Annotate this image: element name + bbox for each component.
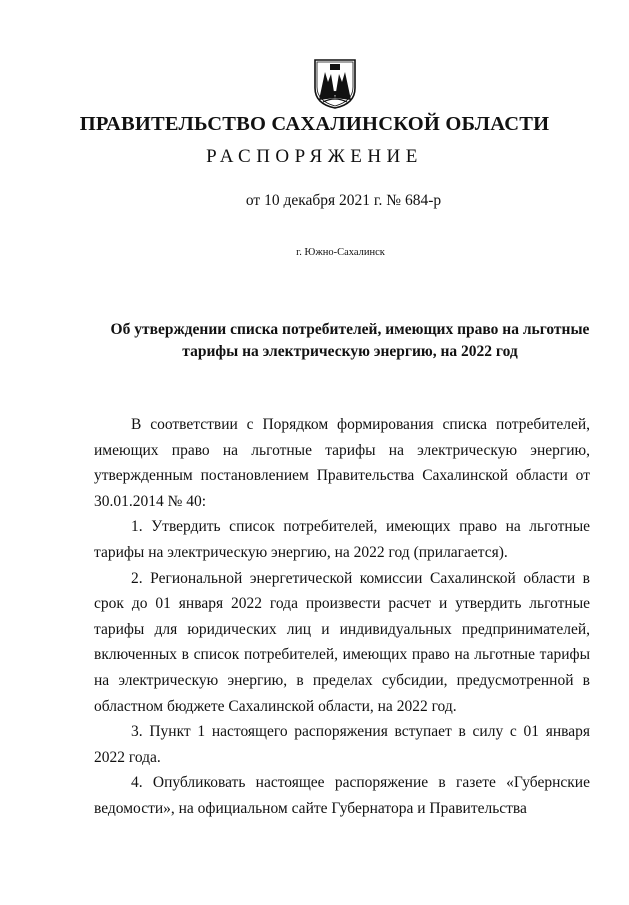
document-date-number: от 10 декабря 2021 г. № 684-р: [245, 192, 442, 209]
document-city: г. Южно-Сахалинск: [296, 247, 385, 258]
document-subject: Об утверждении списка потребителей, имеющих право на льготные тарифы на электрическую энергию, на 2022 год: [110, 321, 590, 360]
paragraph-item-3: 3. Пункт 1 настоящего распоряжения вступает в силу с 01 января 2022 года.: [94, 723, 590, 766]
paragraph-item-4: 4. Опубликовать настоящее распоряжение в газете «Губернские ведомости», на официальном сайте Губернатора и Правительства: [94, 774, 590, 817]
paragraph-preamble: В соответствии с Порядком формирования списка потребителей, имеющих право на льготные тарифы на электрическую энергию, утвержденным постановлением Правительства Сахалинской области от 30.01.2014 № 40:: [94, 416, 590, 510]
government-title: ПРАВИТЕЛЬСТВО САХАЛИНСКОЙ ОБЛАСТИ: [79, 113, 550, 135]
paragraph-item-1: 1. Утвердить список потребителей, имеющих право на льготные тарифы на электрическую энергию, на 2022 год (прилагается).: [94, 518, 590, 561]
document-type: РАСПОРЯЖЕНИЕ: [206, 146, 423, 167]
coat-of-arms-icon: [313, 58, 357, 110]
document-body: [94, 412, 590, 822]
paragraph-item-2: 2. Региональной энергетической комиссии Сахалинской области в срок до 01 января 2022 года произвести расчет и утвердить льготные тарифы для юридических лиц и индивидуальных предпринимателей, включенных в список потребителей, имеющих право на льготные тарифы на электрическую энергию, в пределах субсидии, предусмотренной в областном бюджете Сахалинской области, на 2022 год.: [94, 569, 590, 715]
